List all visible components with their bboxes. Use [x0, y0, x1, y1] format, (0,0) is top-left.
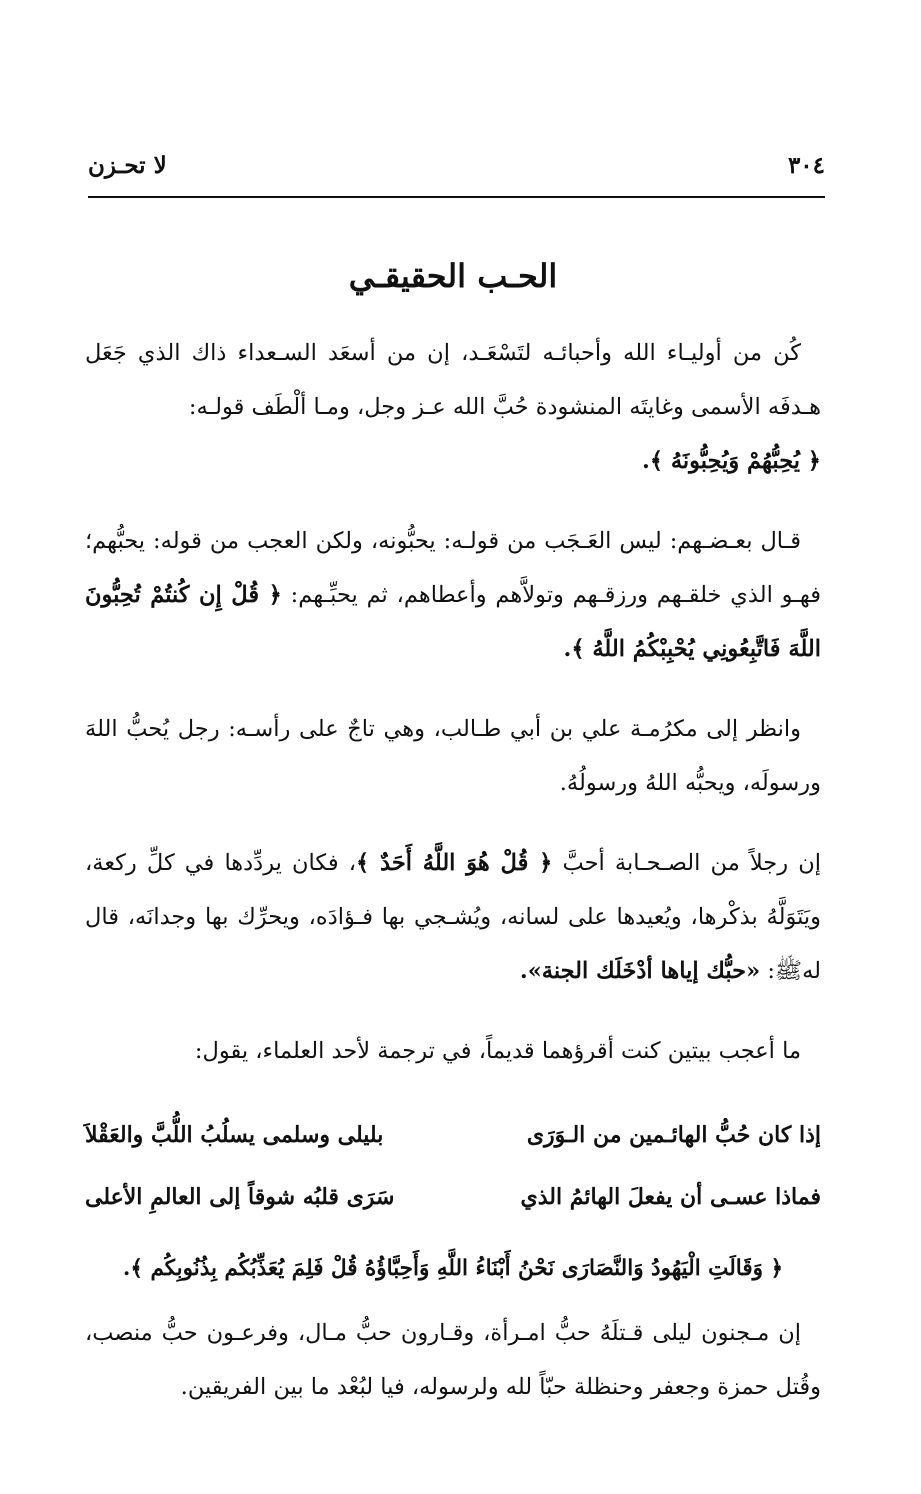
paragraph-2-text: قـال بعـضـهم: ليس العَـجَب من قولـه: يحبُّونه، ولكن العجب من قوله: يحبُّهم؛ فهـو الذي خلقـهم ورزقـهم وتولاَّهم وأعطاهم، ثم يحبِّـهم: — [85, 528, 821, 608]
poem-hemistich-first: فماذا عسـى أن يفعلَ الهائمُ الذي — [520, 1184, 821, 1210]
page-header — [88, 152, 825, 198]
paragraph-6 — [85, 1306, 821, 1414]
paragraph-4 — [85, 836, 821, 998]
paragraph-2 — [85, 514, 821, 676]
poem — [85, 1104, 821, 1228]
poem-line — [85, 1104, 821, 1166]
section-title: الحـب الحقيقـي — [348, 257, 558, 295]
poem-hemistich-first: إذا كان حُبُّ الهائـمين من الـوَرَى — [526, 1122, 821, 1148]
paragraph-4-text-middle: ، فكان يردِّدها في كلِّ ركعة، ويَتَوَلَّهُ بذكْرها، ويُعيدها على لسانه، ويُشـجي بها فـؤادَه، ويحرِّك بها وجدانَه، قال لهﷺ: — [85, 850, 821, 984]
page-number: ٣٠٤ — [787, 152, 825, 179]
page-body — [85, 248, 821, 1440]
poem-hemistich-second: بليلى وسلمى يسلُبُ اللُّبَّ والعَقْلاَ — [85, 1122, 384, 1148]
poem-hemistich-second: سَرَى قلبُه شوقاً إلى العالمِ الأعلى — [85, 1184, 395, 1210]
paragraph-4-hadith: «حبُّك إياها أدْخَلَك الجنة». — [519, 958, 761, 984]
paragraph-4-quote: ﴿ قُلْ هُوَ اللَّهُ أَحَدٌ ﴾ — [356, 850, 553, 876]
paragraph-3-text: وانظر إلى مكرُمـة علي بن أبي طـالب، وهي تاجٌ على رأسـه: رجل يُحبُّ اللهَ ورسولَه، ويحبُّه اللهُ ورسولُهُ. — [85, 716, 821, 796]
poem-line — [85, 1166, 821, 1228]
paragraph-1-text: كُن من أوليـاء الله وأحبائـه لتَسْعَـد، إن من أسعَد السـعداء ذاك الذي جَعَل هـدفَه الأسمى وغايتَه المنشودة حُبَّ الله عـز وجل، ومـا ألْطَف قولـه: — [85, 340, 821, 420]
paragraph-4-text-before: إن رجلاً من الصـحـابة أحبَّ — [562, 850, 822, 876]
paragraph-3 — [85, 702, 821, 810]
paragraph-5 — [85, 1024, 821, 1078]
paragraph-1 — [85, 326, 821, 488]
book-title: لا تحـزن — [88, 152, 167, 179]
quran-verse: ﴿ وَقَالَتِ الْيَهُودُ وَالنَّصَارَى نَحْنُ أَبْنَاءُ اللَّهِ وَأَحِبَّاؤُهُ قُلْ فَلِمَ يُعَذِّبُكُم بِذُنُوبِكُم ﴾. — [122, 1256, 784, 1281]
paragraph-6-text: إن مـجنون ليلى قـتلَهُ حبُّ امـرأة، وقـارون حبُّ مـال، وفرعـون حبُّ منصب، وقُتل حمزة وجعفر وحنظلة حبّاً لله ولرسوله، فيا لبُعْد ما بين الفريقين. — [85, 1320, 821, 1400]
paragraph-2-quote: ﴿ قُلْ إِن كُنتُمْ تُحِبُّونَ اللَّهَ فَاتَّبِعُونِي يُحْبِبْكُمُ اللَّهُ ﴾. — [85, 582, 821, 662]
paragraph-1-quote: ﴿ يُحِبُّهُمْ وَيُحِبُّونَهُ ﴾. — [641, 448, 821, 474]
paragraph-5-text: ما أعجب بيتين كنت أقرؤهما قديماً، في ترجمة لأحد العلماء، يقول: — [194, 1038, 801, 1064]
